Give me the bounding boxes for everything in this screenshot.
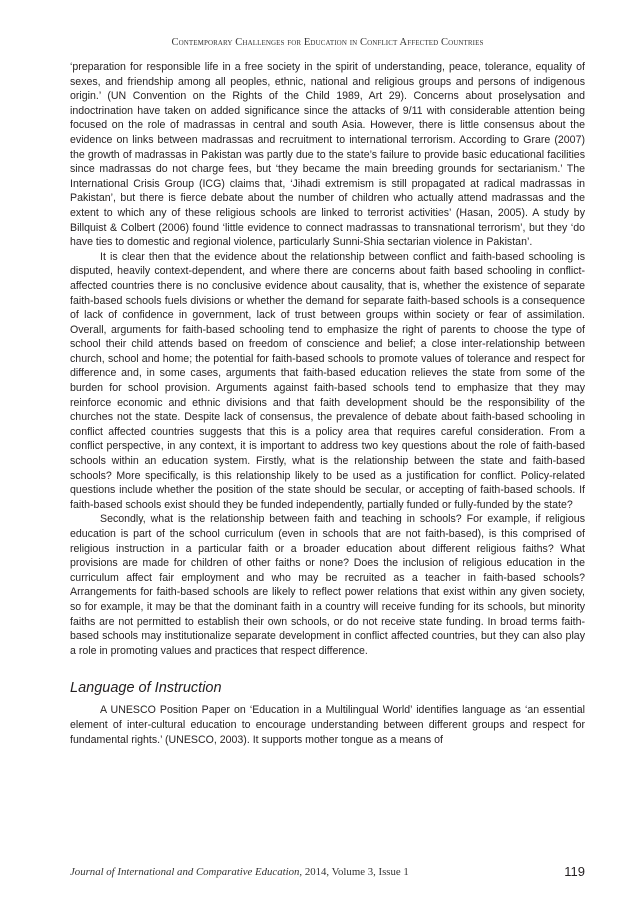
footer-journal-name: Journal of International and Comparative Education, — [70, 866, 303, 878]
paragraph-continuation: ‘preparation for responsible life in a free society in the spirit of understanding, peace, tolerance, equality of sexes, and friendship among all peoples, ethnic, national and religious groups and persons of indigenous origin.’ (UN Convention on the Rights of the Child 1989, Art 29). Concerns about proselysation and indoctrination have taken on added significance since the attacks of 9/11 with considerable attention being focused on the role of madrassas in central and south Asia. However, there is little consensus about the evidence on links between madrassas and recruitment to international terrorism. According to Grare (2007) the growth of madrassas in Pakistan was partly due to the state’s failure to provide basic educational facilities since madrassas do not charge fees, but ‘they became the main breeding grounds for sectarianism.’ The International Crisis Group (ICG) claims that, ‘Jihadi extremism is still propagated at radical madrassas in Pakistan’, but there is fierce debate about the number of children who actually attend madrassas and the extent to which any of these religious schools are linked to terrorist activities’ (Hasan, 2005). A study by Billquist & Colbert (2006) found ‘little evidence to connect madrassas to transnational terrorism’, but they ‘do have ties to domestic and regional violence, particularly Sunni-Shia sectarian violence in Pakistan’. — [70, 61, 585, 249]
article-body — [70, 60, 585, 747]
paragraph-evidence: It is clear then that the evidence about the relationship between conflict and faith-based schooling is disputed, heavily context-dependent, and where there are concerns about faith based schooling in conflict-affected countries there is no conclusive evidence about causality, that is, whether the existence of separate faith-based schools fuels divisions or whether the demand for separate faith-based schools is a consequence of lack of confidence in government, lack of trust between groups within society or fear of assimilation. Overall, arguments for faith-based schooling tend to emphasize the right of parents to choose the type of school their child attends based on freedom of conscience and belief; a close inter-relationship between church, school and home; the potential for faith-based schools to promote values of tolerance and respect for difference and, in some cases, arguments that faith-based education relieves the state from some of the burden for school provision. Arguments against faith-based schools tend to emphasize that they may reinforce economic and ethnic divisions and that faith development should be the responsibility of the churches not the state. Despite lack of consensus, the prevalence of debate about faith-based schooling in conflict affected countries suggests that this is a policy area that requires careful consideration. From a conflict perspective, in any context, it is important to address two key questions about the role of faith-based schools within an education system. Firstly, what is the relationship between the state and faith-based schools? More specifically, is this relationship likely to be used as a justification for conflict. Policy-related questions include whether the position of the state should be secular, or accepting of faith-based schools. If faith-based schools exist should they be funded independently, partially funded or fully-funded by the state? — [70, 250, 585, 511]
footer-issue: 2014, Volume 3, Issue 1 — [302, 866, 409, 878]
footer-citation — [70, 866, 409, 878]
page-footer — [70, 864, 585, 882]
page-number: 119 — [564, 864, 585, 879]
paragraph-language: A UNESCO Position Paper on ‘Education in a Multilingual World’ identifies language as ‘an essential element of inter-cultural education to encourage understanding between different groups and respect for fundamental rights.’ (UNESCO, 2003). It supports mother tongue as a means of — [70, 704, 585, 746]
paragraph-secondly: Secondly, what is the relationship between faith and teaching in schools? For example, if religious education is part of the school curriculum (even in schools that are not faith-based), is this comprised of religious instruction in a particular faith or a broader education about different religious faiths? What provisions are made for children of other faiths or none? Does the inclusion of religious education in the curriculum affect fair employment and who may be recruited as a teacher in faith-based schools? Arrangements for faith-based schools are likely to reflect power relations that exist within any given society, so for example, it may be that the dominant faith in a country will receive funding for its schools, but minority faiths are not permitted to establish their own schools, or do not receive state funding. In broad terms faith-based schools may institutionalize separate development in conflict affected countries, but they can also play a role in promoting values and practices that respect difference. — [70, 513, 585, 657]
running-header: Contemporary Challenges for Education in Conflict Affected Countries — [171, 37, 484, 48]
section-heading: Language of Instruction — [70, 680, 222, 697]
